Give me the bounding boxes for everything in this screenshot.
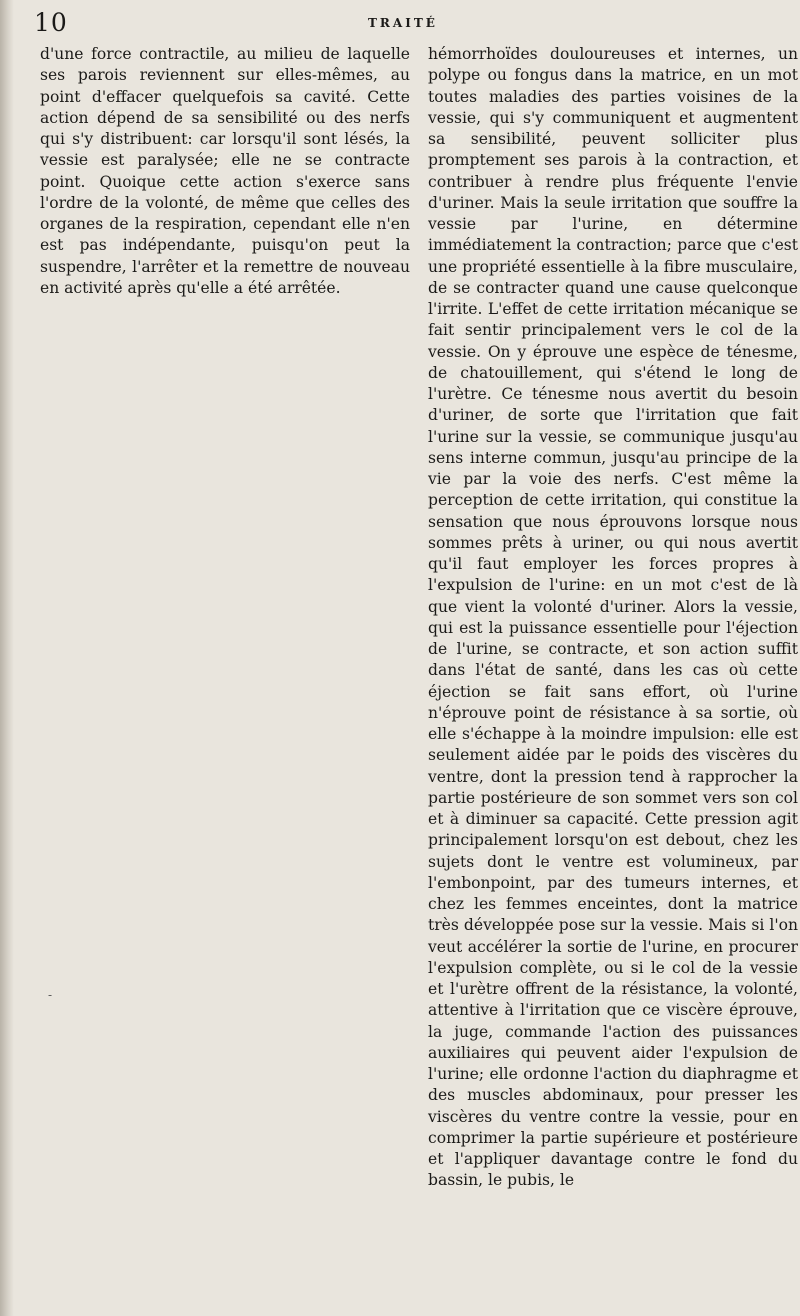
right-column xyxy=(428,44,798,1192)
book-binding-edge xyxy=(0,0,14,1316)
book-page xyxy=(28,0,798,1316)
right-paragraph-1: hémorrhoïdes douloureuses et internes, un polype ou fongus dans la matrice, en un mot toutes maladies des parties voisines de la vessie, qui s'y communiquent et augmentent sa sensibilité, peuvent solliciter plus promptement ses parois à la contraction, et contribuer à rendre plus fréquente l'envie d'uriner. Mais la seule irritation que souffre la vessie par l'urine, en détermine immédiatement la contraction; parce que c'est une propriété essentielle à la fibre musculaire, de se contracter quand une cause quelconque l'irrite. L'effet de cette irritation mécanique se fait sentir principalement vers le col de la vessie. On y éprouve une espèce de ténesme, de chatouillement, qui s'étend le long de l'urètre. Ce ténesme nous avertit du besoin d'uriner, de sorte que l'irritation que fait l'urine sur la vessie, se communique jusqu'au sens interne commun, jusqu'au principe de la vie par la voie des nerfs. C'est même la perception de cette irritation, qui constitue la sensation que nous éprouvons lorsque nous sommes prêts à uriner, ou qui nous avertit qu'il faut employer les forces propres à l'expulsion de l'urine: en un mot c'est de là que vient la volonté d'uriner. Alors la vessie, qui est la puissance essentielle pour l'éjection de l'urine, se contracte, et son action suffit dans l'état de santé, dans les cas où cette éjection se fait sans effort, où l'urine n'éprouve point de résistance à sa sortie, où elle s'échappe à la moindre impulsion: elle est seulement aidée par le poids des viscères du ventre, dont la pression tend à rapprocher la partie postérieure de son sommet vers son col et à diminuer sa capacité. Cette pression agit principalement lorsqu'on est debout, chez les sujets dont le ventre est volumineux, par l'embonpoint, par des tumeurs internes, et chez les femmes enceintes, dont la matrice très développée pose sur la vessie. Mais si l'on veut accélérer la sortie de l'urine, en procurer l'expulsion complète, ou si le col de la vessie et l'urètre offrent de la résistance, la volonté, attentive à l'irritation que ce viscère éprouve, la juge, commande l'action des puissances auxiliaires qui peuvent aider l'expulsion de l'urine; elle ordonne l'action du diaphragme et des muscles abdominaux, pour presser les viscères du ventre contre la vessie, pour en comprimer la partie supérieure et postérieure et l'appliquer davantage contre le fond du bassin, le pubis, le xyxy=(428,45,798,1190)
left-column xyxy=(40,44,410,299)
running-title: TRAITÉ xyxy=(368,16,438,30)
page-number: 10 xyxy=(34,8,68,37)
left-paragraph-1: d'une force contractile, au milieu de laquelle ses parois reviennent sur elles-mêmes, au point d'effacer quelquefois sa cavité. Cette action dépend de sa sensibilité ou des nerfs qui s'y distribuent: car lorsqu'il sont lésés, la vessie est paralysée; elle ne se contracte point. Quoique cette action s'exerce sans l'ordre de la volonté, de même que celles des organes de la respiration, cependant elle n'en est pas indépendante, puisqu'on peut la suspendre, l'arrêter et la remettre de nouveau en activité après qu'elle a été arrêtée. xyxy=(40,45,410,297)
margin-mark: - xyxy=(48,988,53,1002)
page-header xyxy=(28,8,788,42)
